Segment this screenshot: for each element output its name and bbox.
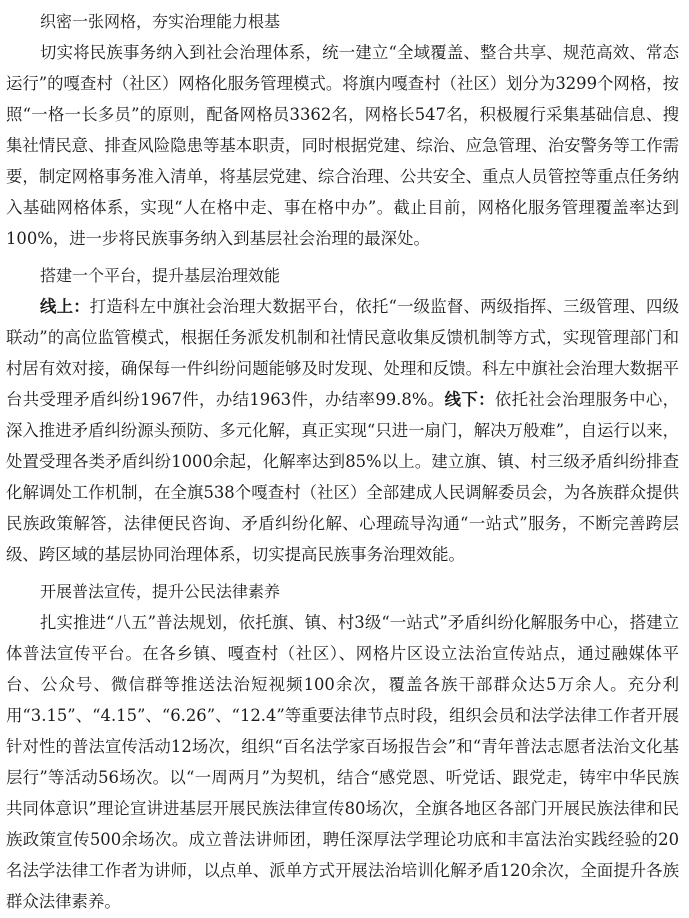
online-text: 打造科左中旗社会治理大数据平台，依托“一级监督、两级指挥、三级管理、四级联动”的高位监管模式，根据任务派发机制和社情民意收集反馈机制等方式，实现管理部门和村居有效对接，确保每一件纠纷问题能够及时发现、处理和反馈。科左中旗社会治理大数据平台共受理矛盾纠纷1967件，办结1963件，办结率99.8%。 [6, 297, 679, 409]
section-heading-platform: 搭建一个平台，提升基层治理效能 [40, 266, 281, 285]
section-paragraph-grid: 切实将民族事务纳入到社会治理体系，统一建立“全域覆盖、整合共享、规范高效、常态运行”的嘎查村（社区）网格化服务管理模式。将旗内嘎查村（社区）划分为3299个网格，按照“一格一长多员”的原则，配备网格员3362名，网格长547名，积极履行采集基础信息、搜集社情民意、排查风险隐患等基本职责，同时根据党建、综治、应急管理、治安警务等工作需要，制定网格事务准入清单，将基层党建、综合治理、公共安全、重点人员管控等重点任务纳入基础网格体系，实现“人在格中走、事在格中办”。截止目前，网格化服务管理覆盖率达到100%，进一步将民族事务纳入到基层社会治理的最深处。 [6, 43, 679, 248]
section-paragraph-law: 扎实推进“八五”普法规划，依托旗、镇、村3级“一站式”矛盾纠纷化解服务中心，搭建立体普法宣传平台。在各乡镇、嘎查村（社区）、网格片区设立法治宣传站点，通过融媒体平台、公众号、微信群等推送法治短视频100余次，覆盖各族干部群众达5万余人。充分利用“3.15”、“4.15”、“6.26”、“12.4”等重要法律节点时段，组织会员和法学法律工作者开展针对性的普法宣传活动12场次，组织“百名法学家百场报告会”和“青年普法志愿者法治文化基层行”等活动56场次。以“一周两月”为契机，结合“感党恩、听党话、跟党走，铸牢中华民族共同体意识”理论宣讲进基层开展民族法律宣传80场次，全旗各地区各部门开展民族法律和民族政策宣传500余场次。成立普法讲师团，聘任深厚法学理论功底和丰富法治实践经验的20名法学法律工作者为讲师，以点单、派单方式开展法治培训化解矛盾120余次，全面提升各族群众法律素养。 [6, 613, 679, 911]
section-paragraph-platform [6, 291, 679, 570]
section-heading-law: 开展普法宣传，提升公民法律素养 [40, 582, 281, 601]
offline-text: 依托社会治理服务中心，深入推进矛盾纠纷源头预防、多元化解，真正实现“只进一扇门，解决万般难”，自运行以来，处置受理各类矛盾纠纷1000余起，化解率达到85%以上。建立旗、镇、村三级矛盾纠纷排查化解调处工作机制，在全旗538个嘎查村（社区）全部建成人民调解委员会，为各族群众提供民族政策解答，法律便民咨询、矛盾纠纷化解、心理疏导沟通“一站式”服务，不断完善跨层级、跨区域的基层协同治理体系，切实提高民族事务治理效能。 [6, 390, 680, 564]
section-heading-grid: 织密一张网格，夯实治理能力根基 [40, 12, 281, 31]
online-label: 线上： [40, 297, 90, 316]
offline-label: 线下： [444, 390, 495, 409]
